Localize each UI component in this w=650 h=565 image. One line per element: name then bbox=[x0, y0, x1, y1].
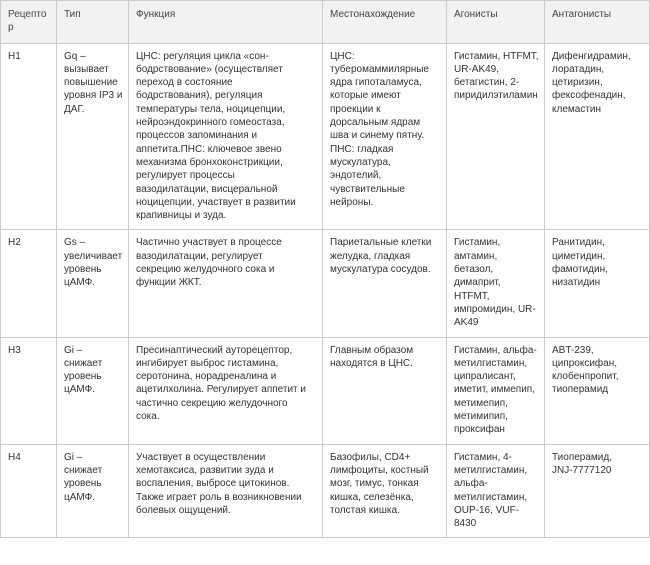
cell-line: лоратадин, bbox=[552, 63, 605, 75]
table-row bbox=[1, 230, 650, 337]
header-antagonists: Антагонисты bbox=[545, 1, 650, 44]
cell-line: хемотаксиса, развитии зуда и bbox=[136, 464, 274, 476]
cell-agonists bbox=[447, 444, 545, 538]
cell-antagonists bbox=[545, 230, 650, 337]
cell-line: снижает bbox=[64, 357, 103, 369]
cell-receptor: H2 bbox=[1, 230, 57, 337]
cell-line: иметит, иммепип, bbox=[454, 384, 535, 396]
cell-line: цАМФ. bbox=[64, 384, 95, 396]
cell-line: лимфоциты, костный bbox=[330, 464, 429, 476]
cell-receptor: H1 bbox=[1, 43, 57, 230]
cell-line: амтамин, bbox=[454, 250, 498, 262]
cell-line: сока. bbox=[136, 411, 160, 423]
cell-location bbox=[323, 444, 447, 538]
cell-line: димаприт, bbox=[454, 277, 501, 289]
table-row bbox=[1, 444, 650, 538]
cell-line: Gs – bbox=[64, 237, 86, 249]
cell-agonists bbox=[447, 43, 545, 230]
header-agonists: Агонисты bbox=[447, 1, 545, 44]
table-row bbox=[1, 337, 650, 444]
cell-line: чувствительные bbox=[330, 183, 405, 195]
cell-type bbox=[57, 43, 129, 230]
cell-line: шва и синему пятну. bbox=[330, 130, 425, 142]
cell-line: фамотидин, bbox=[552, 264, 608, 276]
cell-line: частично секрецию желудочного bbox=[136, 397, 288, 409]
cell-antagonists bbox=[545, 444, 650, 538]
cell-line: проксифан bbox=[454, 424, 505, 436]
cell-line: Также играет роль в возникновении bbox=[136, 491, 302, 503]
cell-line: UR-AK49, bbox=[454, 63, 500, 75]
cell-line: Участвует в осуществлении bbox=[136, 451, 266, 463]
cell-line: 8430 bbox=[454, 518, 477, 530]
cell-line: бетагистин, 2- bbox=[454, 77, 520, 89]
cell-line: проекции к bbox=[330, 103, 381, 115]
cell-line: ноцицепции, участвует в развитии bbox=[136, 196, 296, 208]
cell-line: метилгистамин, bbox=[454, 464, 528, 476]
cell-line: ABT-239, bbox=[552, 344, 594, 356]
cell-line: метимепип, bbox=[454, 397, 508, 409]
cell-line: ПНС: гладкая bbox=[330, 143, 394, 155]
cell-line: мозг, тимус, тонкая bbox=[330, 478, 419, 490]
cell-line: ДАГ. bbox=[64, 103, 85, 115]
cell-line: болевых ощущений. bbox=[136, 504, 231, 516]
cell-antagonists bbox=[545, 337, 650, 444]
cell-line: секрецию желудочного сока и bbox=[136, 264, 275, 276]
header-function: Функция bbox=[129, 1, 323, 44]
cell-line: увеличивает bbox=[64, 250, 123, 262]
cell-line: Gi – bbox=[64, 344, 83, 356]
cell-type bbox=[57, 337, 129, 444]
cell-type bbox=[57, 230, 129, 337]
cell-line: Gq – bbox=[64, 50, 86, 62]
cell-line: метимипип, bbox=[454, 411, 508, 423]
cell-line: метилгистамин, bbox=[454, 357, 528, 369]
cell-line: ингибирует выброс гистамина, bbox=[136, 357, 279, 369]
cell-line: ципралисант, bbox=[454, 371, 516, 383]
cell-line: крапивницы и зуда. bbox=[136, 210, 227, 222]
cell-line: Гистамин, HTFMT, bbox=[454, 50, 539, 62]
cell-line: ядра гипоталамуса, bbox=[330, 77, 422, 89]
cell-line: HTFMT, bbox=[454, 290, 490, 302]
cell-line: тиоперамид bbox=[552, 384, 609, 396]
cell-line: Gi – bbox=[64, 451, 83, 463]
cell-line: воспаления, выбросе цитокинов. bbox=[136, 478, 290, 490]
cell-line: мускулатура сосудов. bbox=[330, 264, 431, 276]
cell-line: уровня IP3 и bbox=[64, 90, 123, 102]
cell-line: процессов запоминания и bbox=[136, 130, 258, 142]
cell-line: находятся в ЦНС. bbox=[330, 357, 413, 369]
cell-line: альфа- bbox=[454, 478, 488, 490]
cell-line: эндотелий, bbox=[330, 170, 382, 182]
cell-line: ЦНС: bbox=[330, 50, 355, 62]
cell-line: переход в состояние bbox=[136, 77, 233, 89]
cell-function bbox=[129, 337, 323, 444]
cell-line: которые имеют bbox=[330, 90, 401, 102]
cell-line: вызывает bbox=[64, 63, 109, 75]
cell-line: снижает bbox=[64, 464, 103, 476]
cell-line: бетазол, bbox=[454, 264, 494, 276]
cell-line: мускулатура, bbox=[330, 156, 391, 168]
cell-receptor: H3 bbox=[1, 337, 57, 444]
cell-location bbox=[323, 43, 447, 230]
header-receptor: Рецептор bbox=[1, 1, 57, 44]
cell-line: цАМФ. bbox=[64, 491, 95, 503]
cell-line: Тиоперамид, bbox=[552, 451, 612, 463]
cell-line: температуры тела, ноцицепции, bbox=[136, 103, 286, 115]
header-type: Тип bbox=[57, 1, 129, 44]
cell-line: ЦНС: регуляция цикла «сон- bbox=[136, 50, 269, 62]
cell-line: аппетита.ПНС: ключевое звено bbox=[136, 143, 282, 155]
cell-line: пиридилэтиламин bbox=[454, 90, 538, 102]
cell-function bbox=[129, 230, 323, 337]
cell-line: низатидин bbox=[552, 277, 601, 289]
cell-line: повышение bbox=[64, 77, 118, 89]
table-row bbox=[1, 43, 650, 230]
cell-line: функции ЖКТ. bbox=[136, 277, 202, 289]
cell-line: Базофилы, CD4+ bbox=[330, 451, 411, 463]
cell-line: уровень bbox=[64, 371, 102, 383]
cell-line: Пресинаптический ауторецептор, bbox=[136, 344, 293, 356]
cell-line: ципроксифан, bbox=[552, 357, 618, 369]
cell-line: AK49 bbox=[454, 317, 479, 329]
cell-line: циметидин, bbox=[552, 250, 606, 262]
cell-line: Гистамин, bbox=[454, 237, 501, 249]
cell-line: желудка, гладкая bbox=[330, 250, 411, 262]
cell-line: туберомаммилярные bbox=[330, 63, 429, 75]
cell-location bbox=[323, 337, 447, 444]
cell-location bbox=[323, 230, 447, 337]
cell-line: уровень bbox=[64, 478, 102, 490]
cell-line: цетиризин, bbox=[552, 77, 603, 89]
cell-line: регулирует процессы bbox=[136, 170, 235, 182]
cell-type bbox=[57, 444, 129, 538]
cell-line: импромидин, UR- bbox=[454, 303, 536, 315]
cell-function bbox=[129, 444, 323, 538]
header-row bbox=[1, 1, 650, 44]
cell-line: Дифенгидрамин, bbox=[552, 50, 631, 62]
cell-line: серотонина, норадреналина и bbox=[136, 371, 277, 383]
cell-line: толстая кишка. bbox=[330, 504, 400, 516]
cell-line: уровень bbox=[64, 264, 102, 276]
cell-line: ацетилхолина. Регулирует аппетит и bbox=[136, 384, 306, 396]
cell-line: цАМФ. bbox=[64, 277, 95, 289]
cell-line: Главным образом bbox=[330, 344, 414, 356]
cell-receptor: H4 bbox=[1, 444, 57, 538]
cell-line: метилгистамин, bbox=[454, 491, 528, 503]
cell-line: нейроны. bbox=[330, 196, 374, 208]
cell-line: вазодилатации, регулирует bbox=[136, 250, 263, 262]
cell-line: Ранитидин, bbox=[552, 237, 605, 249]
cell-antagonists bbox=[545, 43, 650, 230]
cell-line: бодрствования), регуляция bbox=[136, 90, 263, 102]
cell-line: фексофенадин, bbox=[552, 90, 626, 102]
cell-line: OUP-16, VUF- bbox=[454, 504, 520, 516]
cell-line: вазодилатации, висцеральной bbox=[136, 183, 278, 195]
cell-line: кишка, селезёнка, bbox=[330, 491, 414, 503]
cell-agonists bbox=[447, 230, 545, 337]
cell-line: клобенпропит, bbox=[552, 371, 619, 383]
cell-line: нейроэндокринного гомеостаза, bbox=[136, 117, 285, 129]
cell-line: Париетальные клетки bbox=[330, 237, 432, 249]
cell-agonists bbox=[447, 337, 545, 444]
cell-function bbox=[129, 43, 323, 230]
cell-line: Гистамин, 4- bbox=[454, 451, 512, 463]
cell-line: механизма бронхоконстрикции, bbox=[136, 156, 283, 168]
cell-line: клемастин bbox=[552, 103, 602, 115]
cell-line: JNJ-7777120 bbox=[552, 464, 612, 476]
cell-line: Гистамин, альфа- bbox=[454, 344, 537, 356]
cell-line: Частично участвует в процессе bbox=[136, 237, 282, 249]
cell-line: бодрствование» (осуществляет bbox=[136, 63, 283, 75]
header-location: Местонахождение bbox=[323, 1, 447, 44]
cell-line: дорсальным ядрам bbox=[330, 117, 421, 129]
